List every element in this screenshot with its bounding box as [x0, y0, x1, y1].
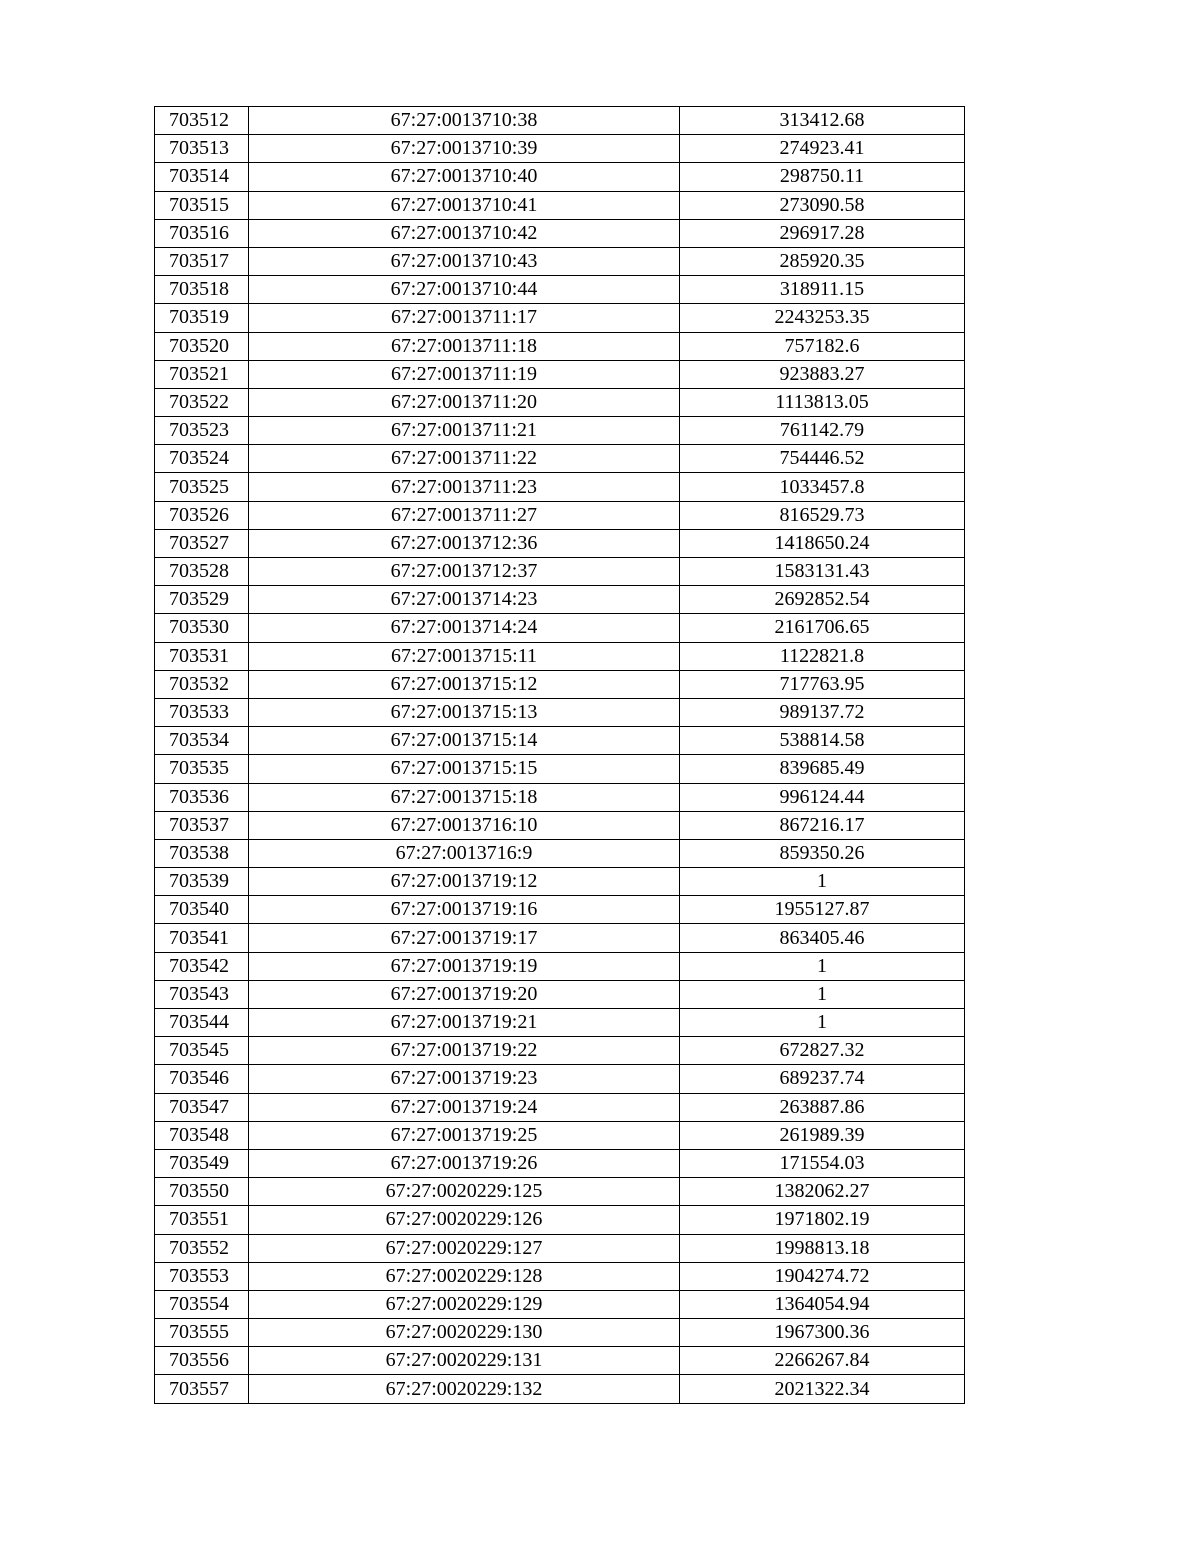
row-number-cell: 703518: [155, 276, 249, 304]
table-row: [155, 727, 965, 755]
value-cell: 298750.11: [680, 163, 965, 191]
row-number-cell: 703516: [155, 219, 249, 247]
value-cell: 867216.17: [680, 811, 965, 839]
table-row: [155, 219, 965, 247]
row-number-cell: 703531: [155, 642, 249, 670]
value-cell: 1033457.8: [680, 473, 965, 501]
cadastral-number-cell: 67:27:0013710:42: [249, 219, 680, 247]
cadastral-number-cell: 67:27:0013712:37: [249, 558, 680, 586]
row-number-cell: 703535: [155, 755, 249, 783]
table-row: [155, 1234, 965, 1262]
row-number-cell: 703528: [155, 558, 249, 586]
row-number-cell: 703543: [155, 980, 249, 1008]
table-row: [155, 783, 965, 811]
cadastral-number-cell: 67:27:0013716:10: [249, 811, 680, 839]
row-number-cell: 703544: [155, 1009, 249, 1037]
row-number-cell: 703532: [155, 670, 249, 698]
row-number-cell: 703542: [155, 952, 249, 980]
row-number-cell: 703541: [155, 924, 249, 952]
cadastral-number-cell: 67:27:0013719:16: [249, 896, 680, 924]
row-number-cell: 703533: [155, 698, 249, 726]
value-cell: 1: [680, 868, 965, 896]
row-number-cell: 703515: [155, 191, 249, 219]
cadastral-number-cell: 67:27:0013715:18: [249, 783, 680, 811]
cadastral-number-cell: 67:27:0020229:125: [249, 1178, 680, 1206]
value-cell: 1998813.18: [680, 1234, 965, 1262]
value-cell: 1904274.72: [680, 1262, 965, 1290]
row-number-cell: 703548: [155, 1121, 249, 1149]
cadastral-number-cell: 67:27:0013710:38: [249, 107, 680, 135]
cadastral-number-cell: 67:27:0013715:14: [249, 727, 680, 755]
table-row: [155, 529, 965, 557]
value-cell: 923883.27: [680, 360, 965, 388]
row-number-cell: 703526: [155, 501, 249, 529]
row-number-cell: 703550: [155, 1178, 249, 1206]
value-cell: 816529.73: [680, 501, 965, 529]
row-number-cell: 703537: [155, 811, 249, 839]
value-cell: 2243253.35: [680, 304, 965, 332]
row-number-cell: 703517: [155, 247, 249, 275]
value-cell: 1418650.24: [680, 529, 965, 557]
table-row: [155, 417, 965, 445]
table-row: [155, 980, 965, 1008]
cadastral-number-cell: 67:27:0013715:13: [249, 698, 680, 726]
value-cell: 296917.28: [680, 219, 965, 247]
table-row: [155, 839, 965, 867]
cadastral-number-cell: 67:27:0013719:22: [249, 1037, 680, 1065]
cadastral-number-cell: 67:27:0013715:15: [249, 755, 680, 783]
cadastral-number-cell: 67:27:0013711:18: [249, 332, 680, 360]
table-row: [155, 924, 965, 952]
table-row: [155, 388, 965, 416]
value-cell: 761142.79: [680, 417, 965, 445]
table-row: [155, 1375, 965, 1403]
cadastral-number-cell: 67:27:0013711:20: [249, 388, 680, 416]
cadastral-number-cell: 67:27:0013710:39: [249, 135, 680, 163]
table-row: [155, 811, 965, 839]
table-row: [155, 642, 965, 670]
table-row: [155, 1037, 965, 1065]
cadastral-number-cell: 67:27:0013719:12: [249, 868, 680, 896]
row-number-cell: 703530: [155, 614, 249, 642]
table-row: [155, 1290, 965, 1318]
row-number-cell: 703547: [155, 1093, 249, 1121]
row-number-cell: 703522: [155, 388, 249, 416]
cadastral-number-cell: 67:27:0013712:36: [249, 529, 680, 557]
cadastral-number-cell: 67:27:0013711:19: [249, 360, 680, 388]
row-number-cell: 703557: [155, 1375, 249, 1403]
value-cell: 171554.03: [680, 1149, 965, 1177]
cadastral-number-cell: 67:27:0013715:12: [249, 670, 680, 698]
cadastral-number-cell: 67:27:0013719:23: [249, 1065, 680, 1093]
value-cell: 2692852.54: [680, 586, 965, 614]
cadastral-number-cell: 67:27:0013719:17: [249, 924, 680, 952]
table-row: [155, 247, 965, 275]
row-number-cell: 703527: [155, 529, 249, 557]
value-cell: 1364054.94: [680, 1290, 965, 1318]
table-row: [155, 952, 965, 980]
table-row: [155, 698, 965, 726]
value-cell: 859350.26: [680, 839, 965, 867]
cadastral-number-cell: 67:27:0013719:20: [249, 980, 680, 1008]
cadastral-number-cell: 67:27:0013716:9: [249, 839, 680, 867]
table-row: [155, 276, 965, 304]
value-cell: 863405.46: [680, 924, 965, 952]
cadastral-number-cell: 67:27:0020229:129: [249, 1290, 680, 1318]
row-number-cell: 703534: [155, 727, 249, 755]
value-cell: 672827.32: [680, 1037, 965, 1065]
value-cell: 1: [680, 980, 965, 1008]
table-row: [155, 586, 965, 614]
value-cell: 989137.72: [680, 698, 965, 726]
cadastral-number-cell: 67:27:0013711:22: [249, 445, 680, 473]
row-number-cell: 703524: [155, 445, 249, 473]
value-cell: 2161706.65: [680, 614, 965, 642]
cadastral-number-cell: 67:27:0013714:23: [249, 586, 680, 614]
cadastral-number-cell: 67:27:0020229:126: [249, 1206, 680, 1234]
value-cell: 2266267.84: [680, 1347, 965, 1375]
table-row: [155, 1149, 965, 1177]
table-row: [155, 1093, 965, 1121]
value-cell: 318911.15: [680, 276, 965, 304]
cadastral-number-cell: 67:27:0020229:131: [249, 1347, 680, 1375]
value-cell: 1583131.43: [680, 558, 965, 586]
table-row: [155, 896, 965, 924]
value-cell: 1967300.36: [680, 1319, 965, 1347]
row-number-cell: 703514: [155, 163, 249, 191]
table-row: [155, 1206, 965, 1234]
row-number-cell: 703552: [155, 1234, 249, 1262]
value-cell: 1382062.27: [680, 1178, 965, 1206]
row-number-cell: 703520: [155, 332, 249, 360]
row-number-cell: 703549: [155, 1149, 249, 1177]
value-cell: 717763.95: [680, 670, 965, 698]
value-cell: 2021322.34: [680, 1375, 965, 1403]
value-cell: 757182.6: [680, 332, 965, 360]
table-row: [155, 614, 965, 642]
table-row: [155, 332, 965, 360]
row-number-cell: 703545: [155, 1037, 249, 1065]
row-number-cell: 703529: [155, 586, 249, 614]
value-cell: 263887.86: [680, 1093, 965, 1121]
table-row: [155, 755, 965, 783]
value-cell: 1113813.05: [680, 388, 965, 416]
table-row: [155, 1121, 965, 1149]
table-row: [155, 501, 965, 529]
value-cell: 1: [680, 952, 965, 980]
table-row: [155, 191, 965, 219]
value-cell: 1122821.8: [680, 642, 965, 670]
cadastral-number-cell: 67:27:0013719:25: [249, 1121, 680, 1149]
cadastral-number-cell: 67:27:0013719:19: [249, 952, 680, 980]
cadastral-number-cell: 67:27:0013711:27: [249, 501, 680, 529]
row-number-cell: 703519: [155, 304, 249, 332]
cadastral-number-cell: 67:27:0013710:44: [249, 276, 680, 304]
cadastral-number-cell: 67:27:0013710:40: [249, 163, 680, 191]
row-number-cell: 703513: [155, 135, 249, 163]
cadastral-number-cell: 67:27:0013711:21: [249, 417, 680, 445]
cadastral-value-table: [154, 106, 965, 1404]
cadastral-number-cell: 67:27:0013715:11: [249, 642, 680, 670]
value-cell: 1971802.19: [680, 1206, 965, 1234]
row-number-cell: 703523: [155, 417, 249, 445]
row-number-cell: 703553: [155, 1262, 249, 1290]
value-cell: 1955127.87: [680, 896, 965, 924]
cadastral-number-cell: 67:27:0013719:21: [249, 1009, 680, 1037]
table-body: [155, 107, 965, 1404]
cadastral-number-cell: 67:27:0013711:23: [249, 473, 680, 501]
table-row: [155, 473, 965, 501]
table-row: [155, 445, 965, 473]
row-number-cell: 703555: [155, 1319, 249, 1347]
cadastral-number-cell: 67:27:0020229:132: [249, 1375, 680, 1403]
row-number-cell: 703536: [155, 783, 249, 811]
table-row: [155, 558, 965, 586]
value-cell: 538814.58: [680, 727, 965, 755]
table-row: [155, 360, 965, 388]
row-number-cell: 703546: [155, 1065, 249, 1093]
row-number-cell: 703556: [155, 1347, 249, 1375]
row-number-cell: 703540: [155, 896, 249, 924]
value-cell: 839685.49: [680, 755, 965, 783]
value-cell: 313412.68: [680, 107, 965, 135]
cadastral-number-cell: 67:27:0020229:128: [249, 1262, 680, 1290]
value-cell: 273090.58: [680, 191, 965, 219]
table-row: [155, 107, 965, 135]
cadastral-number-cell: 67:27:0013710:41: [249, 191, 680, 219]
value-cell: 996124.44: [680, 783, 965, 811]
row-number-cell: 703521: [155, 360, 249, 388]
table-row: [155, 1065, 965, 1093]
table-row: [155, 868, 965, 896]
row-number-cell: 703512: [155, 107, 249, 135]
table-row: [155, 670, 965, 698]
value-cell: 689237.74: [680, 1065, 965, 1093]
cadastral-number-cell: 67:27:0013719:24: [249, 1093, 680, 1121]
row-number-cell: 703551: [155, 1206, 249, 1234]
value-cell: 1: [680, 1009, 965, 1037]
table-row: [155, 135, 965, 163]
cadastral-number-cell: 67:27:0020229:130: [249, 1319, 680, 1347]
table-row: [155, 1009, 965, 1037]
cadastral-number-cell: 67:27:0020229:127: [249, 1234, 680, 1262]
row-number-cell: 703554: [155, 1290, 249, 1318]
row-number-cell: 703525: [155, 473, 249, 501]
table-row: [155, 1319, 965, 1347]
cadastral-number-cell: 67:27:0013714:24: [249, 614, 680, 642]
table-row: [155, 1178, 965, 1206]
value-cell: 261989.39: [680, 1121, 965, 1149]
row-number-cell: 703538: [155, 839, 249, 867]
row-number-cell: 703539: [155, 868, 249, 896]
table-row: [155, 1262, 965, 1290]
cadastral-number-cell: 67:27:0013711:17: [249, 304, 680, 332]
table-row: [155, 163, 965, 191]
cadastral-number-cell: 67:27:0013719:26: [249, 1149, 680, 1177]
value-cell: 754446.52: [680, 445, 965, 473]
cadastral-number-cell: 67:27:0013710:43: [249, 247, 680, 275]
table-row: [155, 304, 965, 332]
value-cell: 274923.41: [680, 135, 965, 163]
value-cell: 285920.35: [680, 247, 965, 275]
table-row: [155, 1347, 965, 1375]
